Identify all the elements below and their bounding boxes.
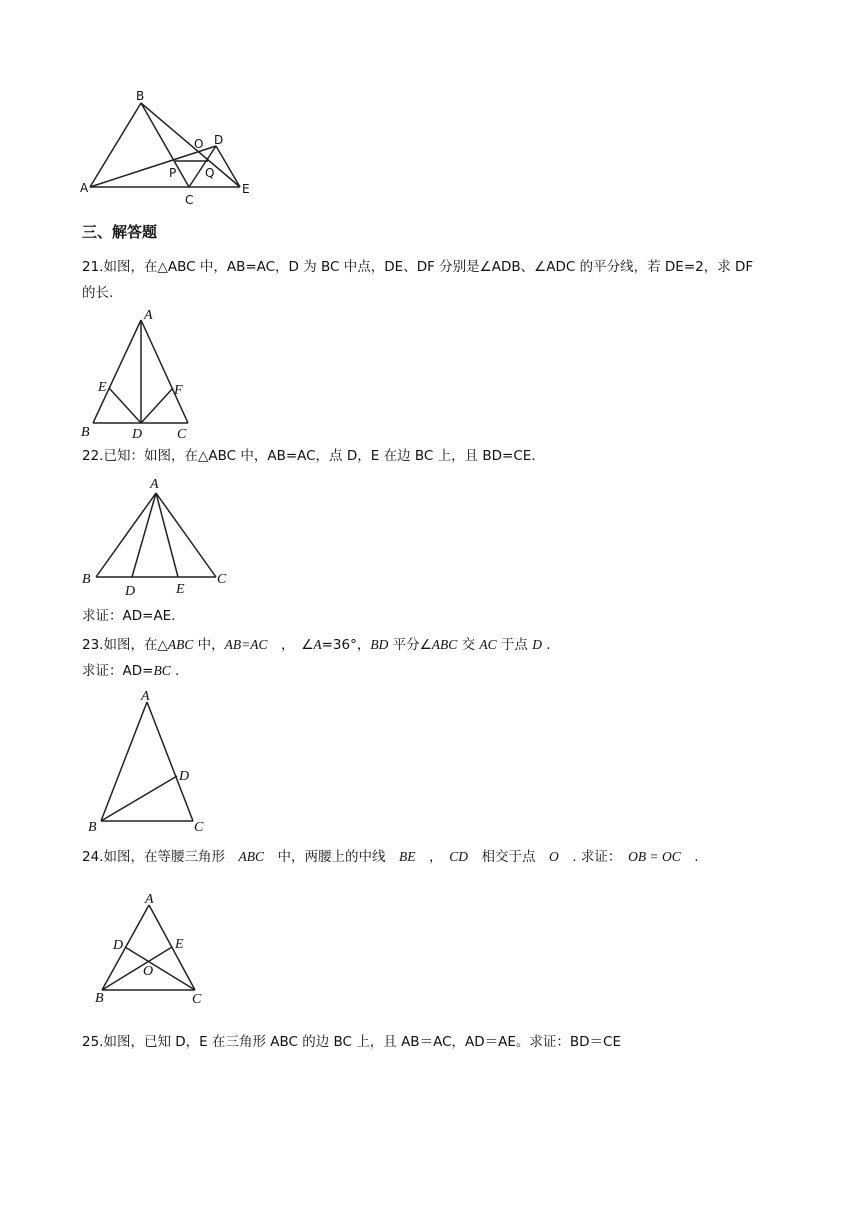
fig24-label-b: B (95, 991, 104, 1006)
fig21-label-a: A (144, 308, 153, 323)
figure-q20 (78, 88, 258, 208)
fig22-label-c: C (217, 572, 227, 587)
fig20-label-o: O (194, 137, 204, 151)
fig23-label-d: D (179, 769, 190, 784)
fig20-label-c: C (185, 193, 194, 207)
fig20-label-d: D (214, 133, 224, 147)
fig21-label-c: C (177, 427, 187, 442)
fig20-label-e: E (242, 182, 250, 196)
figure-q22 (78, 473, 238, 599)
fig21-label-f: F (174, 383, 183, 398)
figure-q21 (78, 305, 198, 441)
figure-q24 (88, 890, 208, 1006)
q25-text: 25.如图，已知 D，E 在三角形 ABC 的边 BC 上，且 AB＝AC，AD＝AE。求证：BD＝CE (82, 1034, 621, 1050)
fig23-label-b: B (88, 820, 97, 835)
fig22-label-e: E (176, 582, 185, 597)
q23-text: 23.如图，在△ABC 中，AB=AC ， ∠A=36°，BD 平分∠ABC 交 AC 于点 D . (82, 637, 551, 653)
fig21-label-b: B (81, 425, 90, 440)
q22-prove: 求证：AD=AE. (82, 608, 176, 624)
fig21-label-e: E (98, 380, 107, 395)
fig22-label-a: A (150, 477, 159, 492)
fig24-label-d: D (113, 938, 124, 953)
q21-text-line1: 21.如图，在△ABC 中，AB=AC，D 为 BC 中点，DE、DF 分别是∠ADB、∠ADC 的平分线，若 DE=2，求 DF (82, 259, 754, 275)
fig24-label-o: O (143, 964, 154, 979)
q21-text-line2: 的长. (82, 285, 114, 301)
figure-q23 (78, 686, 218, 836)
fig20-label-a: A (80, 181, 89, 195)
fig20-label-q: Q (205, 166, 215, 180)
q24-text: 24.如图，在等腰三角形 ABC 中，两腰上的中线 BE ， CD 相交于点 O . 求证： OB = OC . (82, 849, 699, 865)
section-title: 三、解答题 (82, 223, 158, 241)
fig20-label-p: P (169, 166, 177, 180)
fig24-label-a: A (145, 892, 154, 907)
fig24-label-e: E (175, 937, 184, 952)
fig21-label-d: D (132, 427, 143, 442)
fig23-label-a: A (141, 689, 150, 704)
q23-prove: 求证：AD=BC . (82, 663, 180, 679)
fig23-label-c: C (194, 820, 204, 835)
fig20-label-b: B (136, 89, 145, 103)
fig24-label-c: C (192, 992, 202, 1007)
q22-text: 22.已知：如图，在△ABC 中，AB=AC，点 D，E 在边 BC 上，且 BD=CE. (82, 448, 536, 464)
fig22-label-b: B (82, 572, 91, 587)
fig22-label-d: D (125, 584, 136, 599)
